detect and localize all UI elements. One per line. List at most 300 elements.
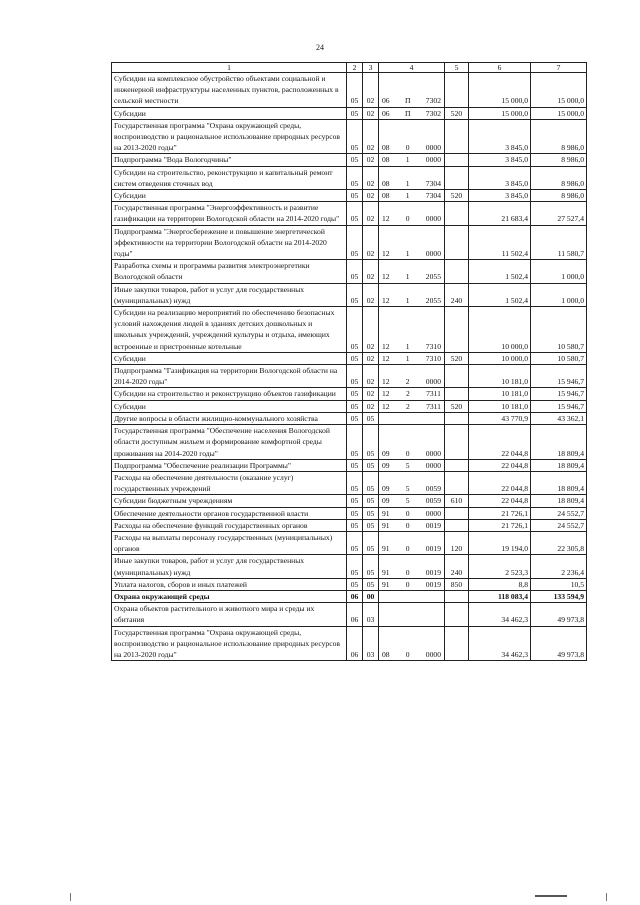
amount-col6: 34 462,3 (469, 603, 531, 626)
direction-code: 2055 (425, 272, 441, 282)
subsection-code: 05 (363, 531, 379, 554)
subprogram-code: 0 (405, 520, 410, 530)
amount-col6: 34 462,3 (469, 626, 531, 661)
subprogram-code: 0 (405, 649, 410, 659)
direction-code: 0000 (425, 214, 441, 224)
direction-code: 2055 (425, 295, 441, 305)
program-code: 08 (382, 155, 390, 165)
table-row (112, 531, 587, 554)
amount-col7: 15 000,0 (531, 107, 587, 119)
section-code: 05 (347, 555, 363, 578)
target-article-cell (379, 225, 445, 260)
subprogram-code: 0 (405, 544, 410, 554)
program-code: 91 (382, 567, 390, 577)
program-code: 12 (382, 214, 390, 224)
subsection-code: 05 (363, 519, 379, 531)
subprogram-code: П (404, 108, 411, 118)
target-article-cell (379, 471, 445, 494)
row-name: Подпрограмма "Вода Вологодчины" (112, 154, 347, 166)
direction-code: 0019 (425, 567, 441, 577)
subprogram-code: 1 (405, 178, 410, 188)
target-article-cell (379, 388, 445, 400)
subsection-code: 05 (363, 578, 379, 590)
amount-col7: 8 986,0 (531, 166, 587, 189)
target-article-cell (379, 307, 445, 353)
expense-type-code (445, 307, 469, 353)
amount-col7: 2 236,4 (531, 555, 587, 578)
amount-col6: 22 044,8 (469, 425, 531, 460)
section-code: 05 (347, 495, 363, 507)
direction-code: 0000 (425, 377, 441, 387)
target-article-cell (379, 352, 445, 364)
amount-col7: 8 986,0 (531, 154, 587, 166)
target-article-cell (379, 202, 445, 225)
row-name: Подпрограмма "Газификация на территории Вологодской области на 2014-2020 годы" (112, 365, 347, 388)
amount-col7: 1 000,0 (531, 283, 587, 306)
section-code: 05 (347, 531, 363, 554)
direction-code: 7302 (425, 108, 441, 118)
table-row (112, 519, 587, 531)
column-header: 6 (469, 63, 531, 73)
program-code: 06 (382, 108, 390, 118)
section-code: 06 (347, 603, 363, 626)
amount-col6: 1 502,4 (469, 260, 531, 283)
subsection-code: 02 (363, 388, 379, 400)
subsection-code: 02 (363, 283, 379, 306)
amount-col6: 22 044,8 (469, 459, 531, 471)
expense-type-code (445, 388, 469, 400)
section-code: 05 (347, 190, 363, 202)
expense-type-code (445, 603, 469, 626)
subprogram-code: 1 (405, 272, 410, 282)
amount-col7: 11 580,7 (531, 225, 587, 260)
amount-col6: 11 502,4 (469, 225, 531, 260)
amount-col7: 15 946,7 (531, 388, 587, 400)
column-header: 7 (531, 63, 587, 73)
row-name: Подпрограмма "Энергосбережение и повышение энергетической эффективности на территории Вологодской области на 2014-2020 годы" (112, 225, 347, 260)
table-row (112, 154, 587, 166)
direction-code: 7304 (425, 178, 441, 188)
amount-col6: 3 845,0 (469, 154, 531, 166)
subsection-code: 02 (363, 202, 379, 225)
amount-col7: 15 946,7 (531, 400, 587, 412)
section-code: 05 (347, 507, 363, 519)
program-code: 08 (382, 178, 390, 188)
subprogram-code: 5 (405, 460, 410, 470)
direction-code: 0000 (425, 508, 441, 518)
expense-type-code: 520 (445, 190, 469, 202)
section-code: 05 (347, 519, 363, 531)
section-code: 05 (347, 225, 363, 260)
table-header-row (112, 63, 587, 73)
amount-col6: 2 523,3 (469, 555, 531, 578)
subprogram-code: 2 (405, 401, 410, 411)
subsection-code: 05 (363, 495, 379, 507)
expense-type-code (445, 590, 469, 602)
target-article-cell (379, 519, 445, 531)
subsection-code: 05 (363, 459, 379, 471)
target-article-cell (379, 603, 445, 626)
subprogram-code: 1 (405, 341, 410, 351)
table-row (112, 471, 587, 494)
section-code: 05 (347, 471, 363, 494)
subsection-code: 05 (363, 471, 379, 494)
amount-col7: 24 552,7 (531, 507, 587, 519)
amount-col6: 21 726,1 (469, 519, 531, 531)
direction-code: 0019 (425, 544, 441, 554)
row-name: Субсидии (112, 400, 347, 412)
amount-col6: 15 000,0 (469, 107, 531, 119)
table-row (112, 603, 587, 626)
program-code: 91 (382, 544, 390, 554)
expense-type-code (445, 260, 469, 283)
table-row (112, 412, 587, 424)
row-name: Расходы на выплаты персоналу государственных (муниципальных) органов (112, 531, 347, 554)
row-name: Субсидии на строительство, реконструкцию и капитальный ремонт систем отведения сточных вод (112, 166, 347, 189)
amount-col7: 18 809,4 (531, 459, 587, 471)
section-code: 05 (347, 425, 363, 460)
column-header: 2 (347, 63, 363, 73)
column-header: 1 (112, 63, 347, 73)
target-article-cell (379, 154, 445, 166)
subsection-code: 03 (363, 603, 379, 626)
table-row (112, 459, 587, 471)
amount-col7: 15 000,0 (531, 73, 587, 108)
program-code: 91 (382, 520, 390, 530)
target-article-cell (379, 507, 445, 519)
direction-code: 0000 (425, 460, 441, 470)
program-code: 91 (382, 508, 390, 518)
scan-mark (535, 895, 567, 897)
page-number: 24 (316, 43, 324, 52)
expense-type-code (445, 412, 469, 424)
target-article-cell (379, 107, 445, 119)
table-row (112, 107, 587, 119)
subprogram-code: 1 (405, 155, 410, 165)
table-row (112, 283, 587, 306)
direction-code: 0000 (425, 143, 441, 153)
subprogram-code: 0 (405, 448, 410, 458)
target-article-cell (379, 459, 445, 471)
direction-code: 0019 (425, 579, 441, 589)
amount-col6: 22 044,8 (469, 471, 531, 494)
amount-col7: 10 580,7 (531, 352, 587, 364)
program-code: 12 (382, 389, 390, 399)
subsection-code: 02 (363, 190, 379, 202)
amount-col6: 118 083,4 (469, 590, 531, 602)
amount-col6: 3 845,0 (469, 166, 531, 189)
program-code: 09 (382, 448, 390, 458)
table-row (112, 119, 587, 154)
direction-code: 7310 (425, 353, 441, 363)
subsection-code: 02 (363, 365, 379, 388)
section-code: 05 (347, 412, 363, 424)
amount-col6: 15 000,0 (469, 73, 531, 108)
section-code: 05 (347, 154, 363, 166)
amount-col7: 27 527,4 (531, 202, 587, 225)
subprogram-code: 1 (405, 249, 410, 259)
row-name: Субсидии (112, 190, 347, 202)
amount-col7: 22 305,8 (531, 531, 587, 554)
subprogram-code: 2 (405, 377, 410, 387)
program-code: 08 (382, 143, 390, 153)
expense-type-code: 520 (445, 352, 469, 364)
program-code: 09 (382, 496, 390, 506)
amount-col7: 18 809,4 (531, 471, 587, 494)
expense-type-code: 240 (445, 555, 469, 578)
row-name: Охрана окружающей среды (112, 590, 347, 602)
amount-col7: 18 809,4 (531, 425, 587, 460)
subsection-code: 02 (363, 107, 379, 119)
amount-col6: 8,8 (469, 578, 531, 590)
table-row (112, 260, 587, 283)
subprogram-code: 5 (405, 484, 410, 494)
direction-code: 7310 (425, 341, 441, 351)
table-row (112, 578, 587, 590)
row-name: Субсидии на комплексное обустройство объектами социальной и инженерной инфраструктуры населенных пунктов, расположенных в сельской местности (112, 73, 347, 108)
expense-type-code: 520 (445, 400, 469, 412)
table-row (112, 202, 587, 225)
expense-type-code (445, 166, 469, 189)
amount-col6: 21 683,4 (469, 202, 531, 225)
section-code: 05 (347, 352, 363, 364)
amount-col6: 21 726,1 (469, 507, 531, 519)
row-name: Другие вопросы в области жилищно-коммунального хозяйства (112, 412, 347, 424)
subsection-code: 05 (363, 507, 379, 519)
section-code: 05 (347, 260, 363, 283)
expense-type-code (445, 119, 469, 154)
subprogram-code: 5 (405, 496, 410, 506)
table-row (112, 307, 587, 353)
target-article-cell (379, 73, 445, 108)
program-code: 06 (382, 96, 390, 106)
section-code: 06 (347, 626, 363, 661)
scan-tick (70, 893, 71, 901)
amount-col6: 10 000,0 (469, 307, 531, 353)
amount-col7: 43 362,1 (531, 412, 587, 424)
direction-code: 0059 (425, 496, 441, 506)
row-name: Охрана объектов растительного и животного мира и среды их обитания (112, 603, 347, 626)
row-name: Субсидии на реализацию мероприятий по обеспечению безопасных условий нахождения людей в зданиях детских дошкольных и школьных учреждений, учреждений культуры и отдыха, имеющих встроенные и пристроенные котельные (112, 307, 347, 353)
section-code: 05 (347, 400, 363, 412)
subsection-code: 05 (363, 412, 379, 424)
column-header: 4 (379, 63, 445, 73)
row-name: Субсидии на строительство и реконструкцию объектов газификации (112, 388, 347, 400)
row-name: Субсидии (112, 352, 347, 364)
table-row (112, 425, 587, 460)
amount-col6: 22 044,8 (469, 495, 531, 507)
table-row (112, 190, 587, 202)
subsection-code: 02 (363, 400, 379, 412)
subprogram-code: 2 (405, 389, 410, 399)
expense-type-code (445, 365, 469, 388)
target-article-cell (379, 425, 445, 460)
subprogram-code: 0 (405, 143, 410, 153)
subprogram-code: 0 (405, 214, 410, 224)
amount-col6: 10 181,0 (469, 388, 531, 400)
direction-code: 0059 (425, 484, 441, 494)
subsection-code: 03 (363, 626, 379, 661)
table-row (112, 507, 587, 519)
amount-col6: 10 000,0 (469, 352, 531, 364)
amount-col6: 19 194,0 (469, 531, 531, 554)
table-body (112, 73, 587, 661)
section-code: 06 (347, 590, 363, 602)
table-row (112, 365, 587, 388)
direction-code: 7304 (425, 191, 441, 201)
subprogram-code: 1 (405, 191, 410, 201)
direction-code: 0019 (425, 520, 441, 530)
expense-type-code (445, 459, 469, 471)
expense-type-code (445, 202, 469, 225)
subsection-code: 02 (363, 352, 379, 364)
direction-code: 0000 (425, 249, 441, 259)
table-row (112, 166, 587, 189)
target-article-cell (379, 400, 445, 412)
program-code: 12 (382, 272, 390, 282)
program-code: 09 (382, 484, 390, 494)
amount-col7: 49 973,8 (531, 626, 587, 661)
section-code: 05 (347, 388, 363, 400)
subsection-code: 05 (363, 425, 379, 460)
scan-tick (606, 893, 607, 901)
target-article-cell (379, 531, 445, 554)
row-name: Субсидии (112, 107, 347, 119)
target-article-cell (379, 555, 445, 578)
expense-type-code: 520 (445, 107, 469, 119)
subsection-code: 02 (363, 225, 379, 260)
direction-code: 0000 (425, 649, 441, 659)
subsection-code: 02 (363, 166, 379, 189)
target-article-cell (379, 365, 445, 388)
target-article-cell (379, 119, 445, 154)
amount-col6: 3 845,0 (469, 119, 531, 154)
expense-type-code (445, 471, 469, 494)
section-code: 05 (347, 119, 363, 154)
direction-code: 7302 (425, 96, 441, 106)
section-code: 05 (347, 307, 363, 353)
expense-type-code (445, 154, 469, 166)
table-row (112, 225, 587, 260)
expense-type-code: 120 (445, 531, 469, 554)
direction-code: 7311 (426, 389, 441, 399)
expense-type-code: 610 (445, 495, 469, 507)
amount-col7: 1 000,0 (531, 260, 587, 283)
subprogram-code: П (404, 96, 411, 106)
subsection-code: 02 (363, 73, 379, 108)
program-code: 12 (382, 353, 390, 363)
row-name: Обеспечение деятельности органов государственной власти (112, 507, 347, 519)
row-name: Расходы на обеспечение функций государственных органов (112, 519, 347, 531)
table-row (112, 388, 587, 400)
amount-col6: 3 845,0 (469, 190, 531, 202)
section-code: 05 (347, 107, 363, 119)
program-code: 08 (382, 191, 390, 201)
section-code: 05 (347, 283, 363, 306)
column-header: 3 (363, 63, 379, 73)
program-code: 12 (382, 377, 390, 387)
target-article-cell (379, 590, 445, 602)
table-row (112, 555, 587, 578)
row-name: Государственная программа "Охрана окружающей среды, воспроизводство и рациональное использование природных ресурсов на 2013-2020 годы" (112, 626, 347, 661)
target-article-cell (379, 190, 445, 202)
expense-type-code: 850 (445, 578, 469, 590)
expense-type-code (445, 225, 469, 260)
program-code: 91 (382, 579, 390, 589)
subsection-code: 00 (363, 590, 379, 602)
row-name: Уплата налогов, сборов и иных платежей (112, 578, 347, 590)
amount-col7: 133 594,9 (531, 590, 587, 602)
amount-col7: 10 580,7 (531, 307, 587, 353)
subprogram-code: 0 (405, 579, 410, 589)
target-article-cell (379, 283, 445, 306)
program-code: 12 (382, 295, 390, 305)
row-name: Подпрограмма "Обеспечение реализации Программы" (112, 459, 347, 471)
subprogram-code: 0 (405, 567, 410, 577)
target-article-cell (379, 578, 445, 590)
table-row (112, 626, 587, 661)
expense-type-code (445, 507, 469, 519)
program-code: 12 (382, 249, 390, 259)
subsection-code: 02 (363, 154, 379, 166)
section-code: 05 (347, 365, 363, 388)
row-name: Государственная программа "Обеспечение населения Вологодской области доступным жильем и формирование комфортной среды проживания на 2014-2020 годы" (112, 425, 347, 460)
expense-type-code (445, 626, 469, 661)
amount-col6: 10 181,0 (469, 400, 531, 412)
amount-col6: 43 770,9 (469, 412, 531, 424)
amount-col7: 10,5 (531, 578, 587, 590)
table-row (112, 73, 587, 108)
budget-table (111, 62, 587, 661)
subprogram-code: 1 (405, 295, 410, 305)
direction-code: 0000 (425, 155, 441, 165)
target-article-cell (379, 412, 445, 424)
subsection-code: 02 (363, 307, 379, 353)
row-name: Субсидии бюджетным учреждениям (112, 495, 347, 507)
expense-type-code: 240 (445, 283, 469, 306)
program-code: 12 (382, 341, 390, 351)
row-name: Иные закупки товаров, работ и услуг для государственных (муниципальных) нужд (112, 283, 347, 306)
table-row (112, 495, 587, 507)
amount-col7: 49 973,8 (531, 603, 587, 626)
subsection-code: 02 (363, 260, 379, 283)
subsection-code: 02 (363, 119, 379, 154)
direction-code: 0000 (425, 448, 441, 458)
row-name: Расходы на обеспечение деятельности (оказание услуг) государственных учреждений (112, 471, 347, 494)
subprogram-code: 1 (405, 353, 410, 363)
table-row (112, 400, 587, 412)
program-code: 12 (382, 401, 390, 411)
amount-col6: 10 181,0 (469, 365, 531, 388)
row-name: Государственная программа "Энергоэффективность и развитие газификации на территории Вологодской области на 2014-2020 годы" (112, 202, 347, 225)
amount-col6: 1 502,4 (469, 283, 531, 306)
amount-col7: 8 986,0 (531, 190, 587, 202)
row-name: Иные закупки товаров, работ и услуг для государственных (муниципальных) нужд (112, 555, 347, 578)
expense-type-code (445, 73, 469, 108)
section-code: 05 (347, 202, 363, 225)
section-code: 05 (347, 459, 363, 471)
table-row (112, 352, 587, 364)
amount-col7: 15 946,7 (531, 365, 587, 388)
section-code: 05 (347, 73, 363, 108)
amount-col7: 8 986,0 (531, 119, 587, 154)
column-header: 5 (445, 63, 469, 73)
subprogram-code: 0 (405, 508, 410, 518)
row-name: Разработка схемы и программы развития электроэнергетики Вологодской области (112, 260, 347, 283)
amount-col7: 24 552,7 (531, 519, 587, 531)
program-code: 08 (382, 649, 390, 659)
target-article-cell (379, 260, 445, 283)
